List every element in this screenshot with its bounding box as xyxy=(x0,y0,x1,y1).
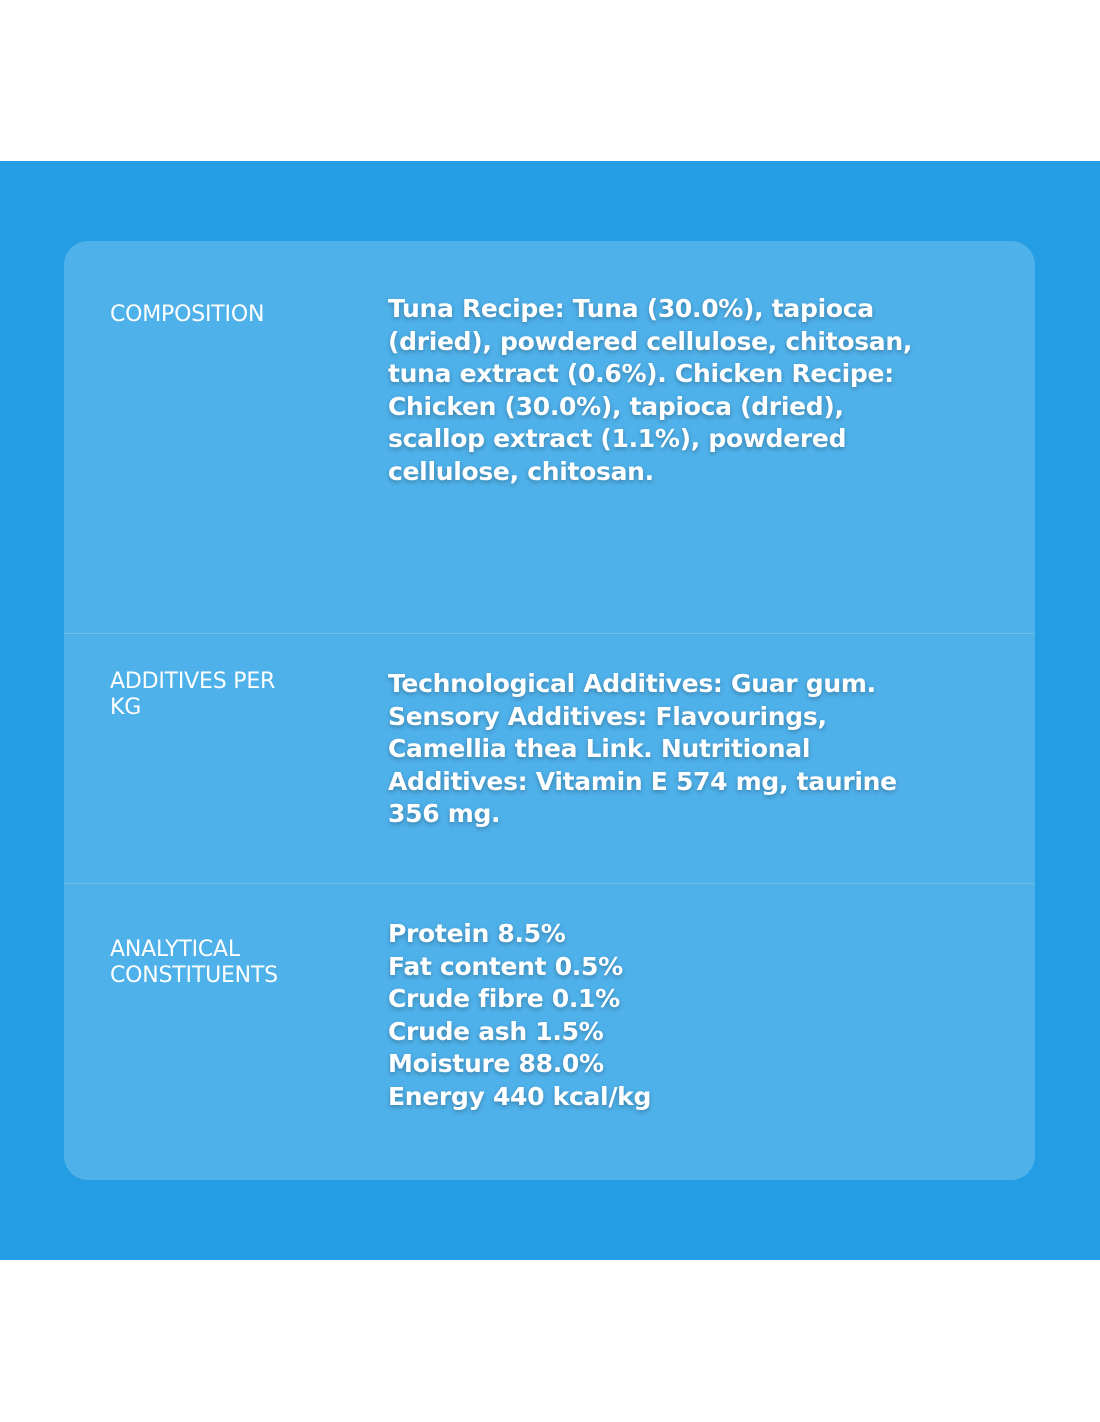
nutrition-info-card xyxy=(64,241,1035,1180)
additives-row xyxy=(64,634,1035,883)
additives-label: ADDITIVES PER KG xyxy=(110,669,276,720)
constituent-fibre: Crude fibre 0.1% xyxy=(388,984,620,1013)
blue-banner xyxy=(0,161,1100,1260)
constituent-fat: Fat content 0.5% xyxy=(388,951,623,981)
composition-value: Tuna Recipe: Tuna (30.0%), tapioca (dried), powdered cellulose, chitosan, tuna extract (0.6%). Chicken Recipe: Chicken (30.0%), tapioca (dried), scallop extract (1.1%), powdered cellulose, chitosan. xyxy=(388,294,913,486)
additives-value: Technological Additives: Guar gum. Sensory Additives: Flavourings, Camellia thea Link. Nutritional Additives: Vitamin E 574 mg, taurine 356 mg. xyxy=(388,669,897,828)
constituent-ash: Crude ash 1.5% xyxy=(388,1016,604,1046)
analytical-constituents-label: ANALYTICAL CONSTITUENTS xyxy=(110,937,278,988)
analytical-constituents-values xyxy=(388,918,948,1113)
analytical-constituents-row xyxy=(64,884,1035,1180)
constituent-moisture: Moisture 88.0% xyxy=(388,1049,604,1078)
constituent-energy: Energy 440 kcal/kg xyxy=(388,1081,652,1111)
composition-row xyxy=(64,241,1035,633)
composition-label: COMPOSITION xyxy=(110,302,265,327)
constituent-protein: Protein 8.5% xyxy=(388,919,566,948)
